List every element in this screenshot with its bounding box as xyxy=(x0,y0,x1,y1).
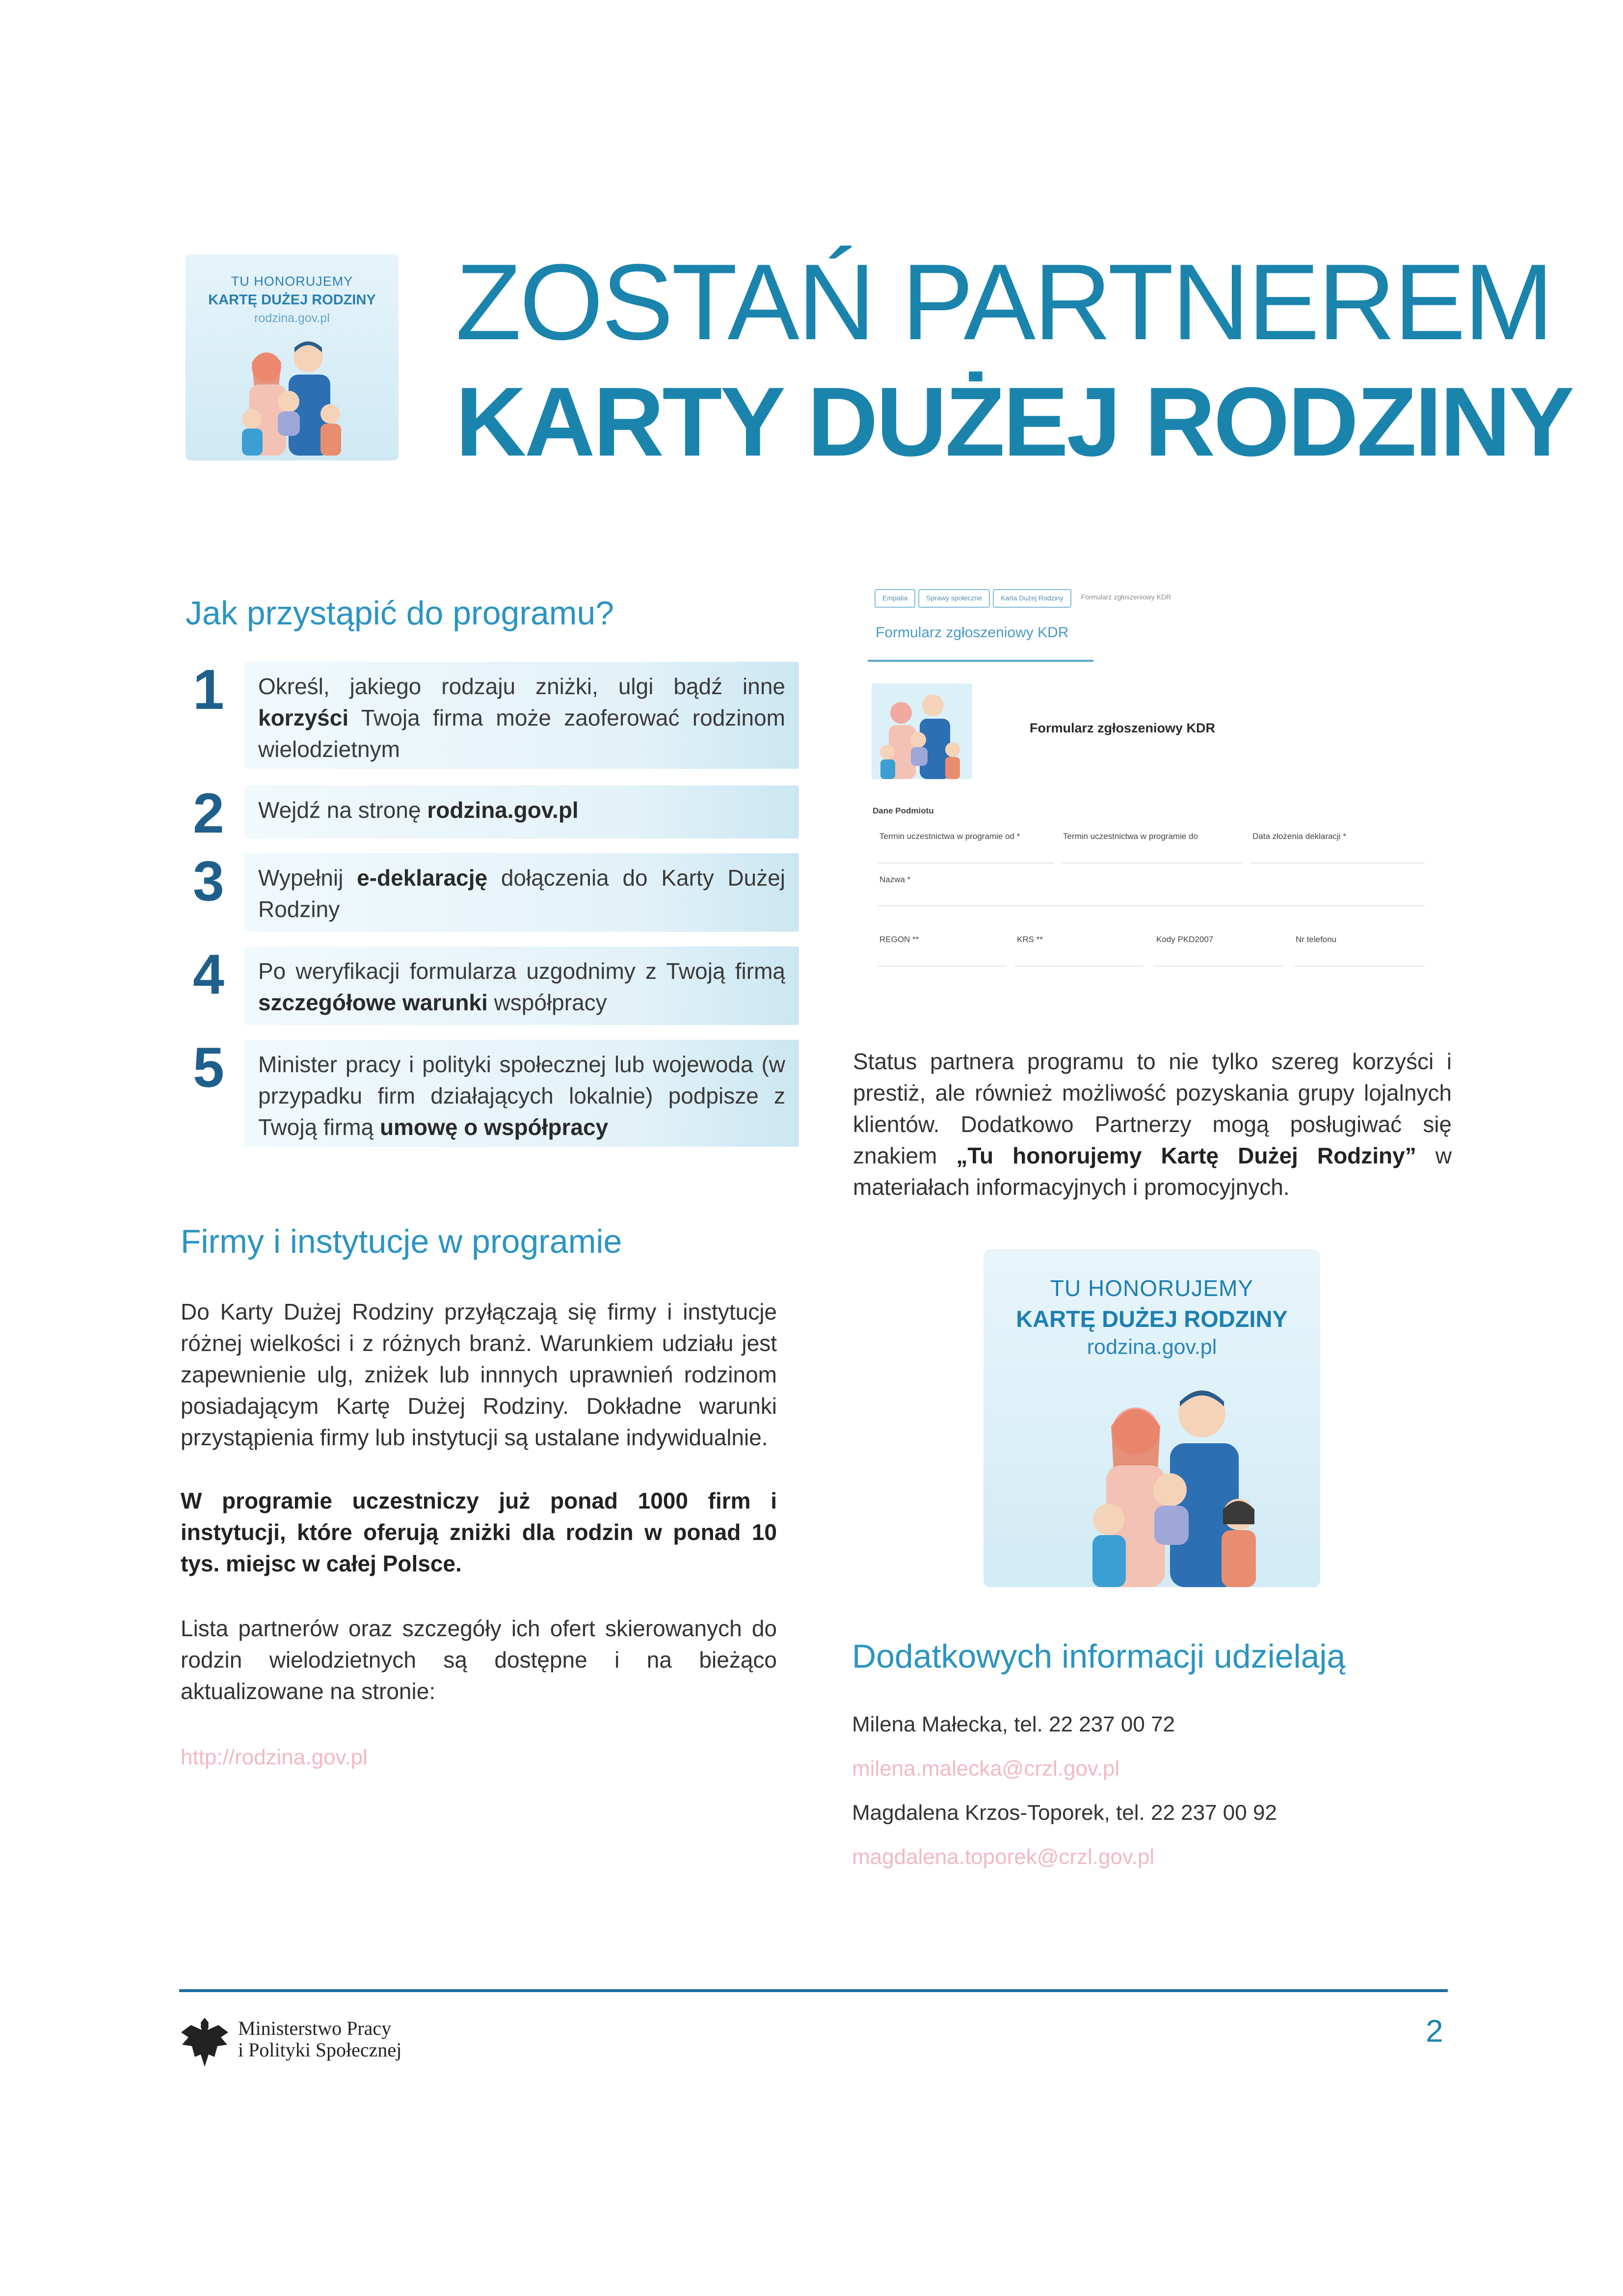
step-number: 1 xyxy=(193,658,224,721)
step-text-bold: umowę o współpracy xyxy=(379,1114,609,1140)
step-number: 3 xyxy=(193,850,224,913)
field-label: Nr telefonu xyxy=(1296,935,1337,944)
logo-line2: KARTĘ DUŻEJ RODZINY xyxy=(208,292,376,308)
contacts-heading: Dodatkowych informacji udzielają xyxy=(852,1638,1346,1675)
ministry-name xyxy=(238,2018,401,2061)
field-label: Kody PKD2007 xyxy=(1156,935,1214,944)
status-paragraph xyxy=(853,1046,1452,1203)
date-to-input[interactable] xyxy=(1061,843,1243,864)
field-label: Termin uczestnictwa w programie do xyxy=(1063,832,1198,841)
firms-highlight: W programie uczestniczy już ponad 1000 firm i instytucji, które oferują zniżki dla rodzin w ponad 10 tys. miejsc w całej Polsce. xyxy=(181,1488,777,1576)
status-text: Status partnera programu to nie tylko szereg korzyści i prestiż, ale również możliwość pozyskania grupy lojalnych klientów. Dodatkowo Partnerzy mogą posługiwać się znakiem xyxy=(853,1049,1452,1168)
step-text: Twoja firma może zaoferować rodzinom wielodzietnym xyxy=(258,705,785,762)
family-illustration-icon xyxy=(230,328,357,456)
date-from-input[interactable] xyxy=(878,843,1054,864)
how-to-join-heading: Jak przystąpić do programu? xyxy=(186,594,614,632)
step-text-bold: szczegółowe warunki xyxy=(258,990,488,1015)
step-text: Określ, jakiego rodzaju zniżki, ulgi bądź inne xyxy=(258,674,785,699)
contact-email[interactable]: milena.malecka@crzl.gov.pl xyxy=(852,1756,1120,1781)
form-screenshot xyxy=(868,585,1427,978)
field-label: REGON ** xyxy=(879,935,919,944)
step-text-bold: korzyści xyxy=(258,705,349,730)
logo-line1: TU HONORUJEMY xyxy=(231,274,353,289)
section-label: Dane Podmiotu xyxy=(873,806,934,815)
step-text-bold: rodzina.gov.pl xyxy=(427,797,579,823)
tab-underline xyxy=(868,660,1093,662)
field-label: KRS ** xyxy=(1017,935,1043,944)
step-box xyxy=(244,853,799,932)
logo-line1: TU HONORUJEMY xyxy=(1050,1275,1254,1301)
status-text: w materiałach informacyjnych i promocyjnych. xyxy=(853,1143,1452,1200)
logo-line3: rodzina.gov.pl xyxy=(254,311,330,325)
step-number: 2 xyxy=(193,782,224,845)
step-box xyxy=(244,946,799,1025)
firms-heading: Firmy i instytucje w programie xyxy=(181,1223,622,1260)
breadcrumb xyxy=(875,589,1178,606)
family-illustration-icon xyxy=(872,683,972,779)
pkd-input[interactable] xyxy=(1154,946,1283,967)
step-number: 4 xyxy=(193,943,224,1006)
name-input[interactable] xyxy=(878,886,1425,906)
step-box xyxy=(244,785,799,838)
phone-input[interactable] xyxy=(1294,946,1425,967)
breadcrumb-item[interactable]: Sprawy społeczne xyxy=(918,589,990,608)
breadcrumb-item[interactable]: Karta Dużej Rodziny xyxy=(993,589,1071,608)
contact-email[interactable]: magdalena.toporek@crzl.gov.pl xyxy=(852,1845,1155,1869)
kdr-logo-large xyxy=(984,1249,1320,1587)
family-illustration-icon xyxy=(1072,1377,1278,1587)
step-text: Minister pracy i polityki społecznej lub wojewoda (w przypadku firm działających lokalnie) podpisze z Twoją firmą xyxy=(258,1052,785,1140)
eagle-emblem-icon xyxy=(179,2013,231,2069)
step-number: 5 xyxy=(193,1036,224,1099)
field-label: Data złożenia deklaracji * xyxy=(1252,832,1346,841)
page-number: 2 xyxy=(1426,2013,1443,2049)
form-thumbnail xyxy=(872,683,972,779)
declaration-date-input[interactable] xyxy=(1251,843,1425,864)
step-text: Po weryfikacji formularza uzgodnimy z Twoją firmą xyxy=(258,958,785,984)
step-text: Wejdź na stronę xyxy=(258,797,427,823)
firms-paragraph: Lista partnerów oraz szczegóły ich ofert skierowanych do rodzin wielodzietnych są dostępne i na bieżąco aktualizowane na stronie: xyxy=(181,1616,777,1704)
field-label: Nazwa * xyxy=(879,875,911,884)
step-text-bold: e-deklarację xyxy=(357,865,488,891)
step-box xyxy=(244,1040,799,1147)
logo-line3: rodzina.gov.pl xyxy=(1087,1335,1217,1359)
page-title-line2: KARTY DUŻEJ RODZINY xyxy=(455,367,1573,477)
firms-paragraph: Do Karty Dużej Rodziny przyłączają się firmy i instytucje różnej wielkości i z różnych branż. Warunkiem udziału jest zapewnienie ulg, zniżek lub innnych uprawnień rodzinom posiadającym Kartę Dużej Rodziny. Dokładne warunki przystąpienia firmy lub instytucji są ustalane indywidualnie. xyxy=(181,1299,777,1450)
krs-input[interactable] xyxy=(1015,946,1144,967)
form-title: Formularz zgłoszeniowy KDR xyxy=(1030,721,1216,735)
rodzina-link[interactable]: http://rodzina.gov.pl xyxy=(181,1745,368,1769)
breadcrumb-item[interactable]: Empatia xyxy=(875,589,915,608)
status-text-bold: „Tu honorujemy Kartę Dużej Rodziny” xyxy=(956,1143,1416,1168)
ministry-line2: i Polityki Społecznej xyxy=(238,2039,402,2061)
page-title-line1: ZOSTAŃ PARTNEREM xyxy=(455,242,1552,362)
ministry-line1: Ministerstwo Pracy xyxy=(238,2017,392,2039)
field-label: Termin uczestnictwa w programie od * xyxy=(879,832,1020,841)
contact-person: Magdalena Krzos-Toporek, tel. 22 237 00 92 xyxy=(852,1801,1277,1825)
regon-input[interactable] xyxy=(878,946,1006,967)
step-text: współpracy xyxy=(487,990,607,1015)
logo-line2: KARTĘ DUŻEJ RODZINY xyxy=(1016,1306,1288,1332)
step-text: Wypełnij xyxy=(258,865,357,891)
contact-person: Milena Małecka, tel. 22 237 00 72 xyxy=(852,1712,1175,1736)
step-box xyxy=(244,662,799,769)
kdr-logo-small xyxy=(186,254,399,460)
form-link[interactable]: Formularz zgłoszeniowy KDR xyxy=(876,624,1069,641)
breadcrumb-current: Formularz zgłoszeniowy KDR xyxy=(1081,593,1171,601)
footer-divider xyxy=(179,1989,1448,1992)
step-text: dołączenia do Karty Dużej Rodziny xyxy=(258,865,786,922)
